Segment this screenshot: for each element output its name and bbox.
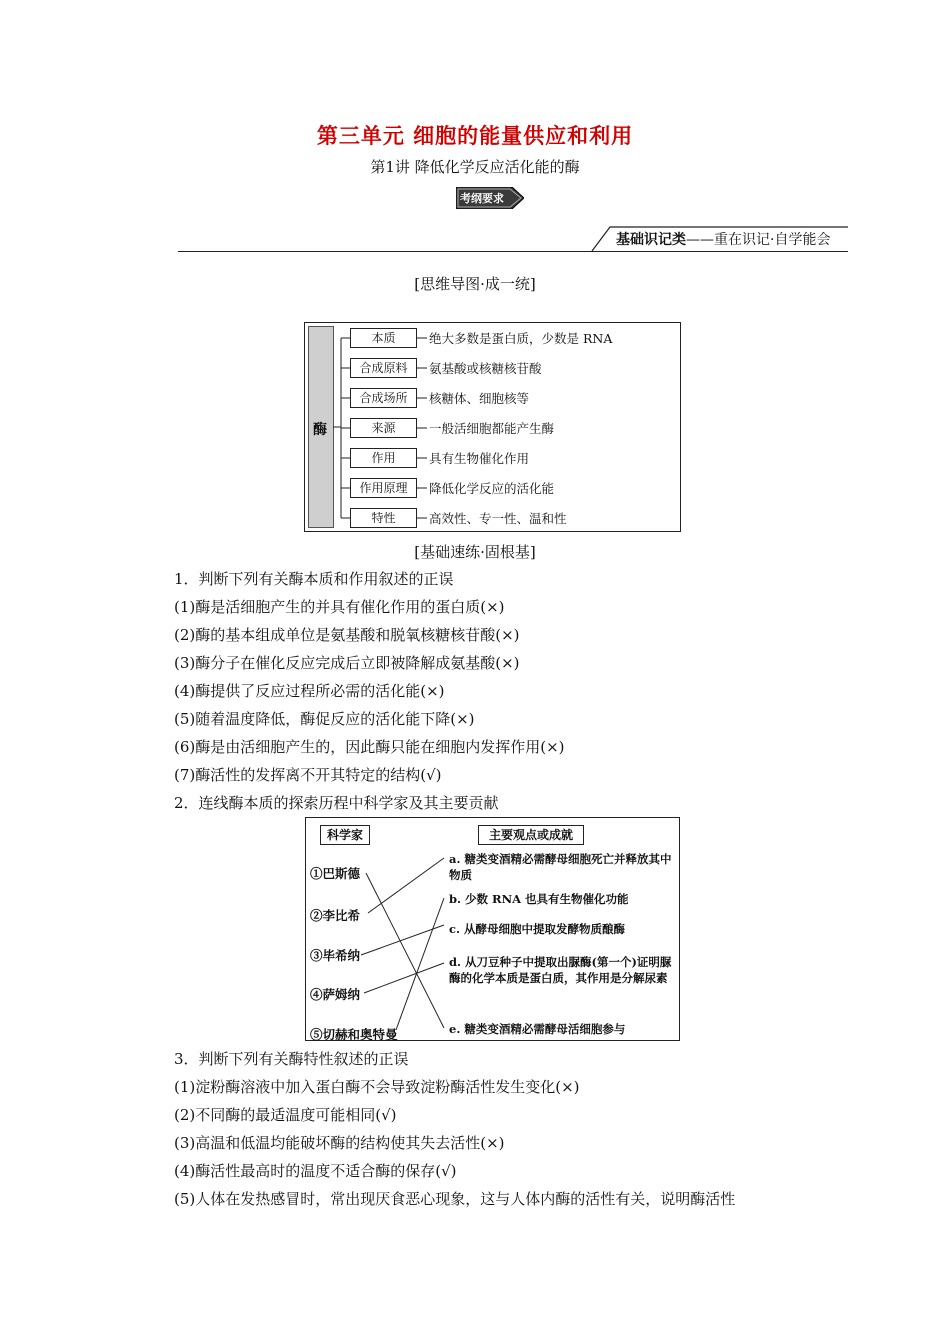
contribution-item: e. 糖类变酒精必需酵母活细胞参与: [449, 1022, 626, 1036]
mindmap-category: 特性: [350, 508, 417, 528]
mindmap-desc: 氨基酸或核糖核苷酸: [429, 361, 542, 376]
banner-rest-label: ——重在识记·自学能会: [686, 232, 831, 248]
mindmap-category: 本质: [350, 328, 417, 348]
scientist-item: ④萨姆纳: [310, 987, 361, 1002]
mindmap-desc: 具有生物催化作用: [429, 451, 530, 466]
scientist-item: ②李比希: [310, 908, 361, 923]
q1-item: (7)酶活性的发挥离不开其特定的结构(√): [174, 766, 442, 784]
badge-label: 考纲要求: [460, 192, 504, 205]
contribution-column-header: 主要观点或成就: [478, 825, 584, 845]
syllabus-badge: [456, 187, 524, 209]
q1-item: (6)酶是由活细胞产生的，因此酶只能在细胞内发挥作用(×): [174, 738, 565, 756]
contribution-item: a. 糖类变酒精必需酵母细胞死亡并释放其中物质: [449, 852, 672, 882]
contribution-item: b. 少数 RNA 也具有生物催化功能: [449, 892, 629, 906]
q1-item: (3)酶分子在催化反应完成后立即被降解成氨基酸(×): [174, 654, 520, 672]
contribution-item: c. 从酵母细胞中提取发酵物质酿酶: [449, 922, 626, 936]
practice-heading: [基础速练·固根基]: [414, 543, 536, 561]
question-1-title: 1．判断下列有关酶本质和作用叙述的正误: [174, 570, 454, 588]
unit-title: 第三单元 细胞的能量供应和利用: [316, 123, 634, 148]
q1-item: (4)酶提供了反应过程所必需的活化能(×): [174, 682, 445, 700]
mindmap-category: 来源: [350, 418, 417, 438]
contribution-item: d. 从刀豆种子中提取出脲酶(第一个)证明脲酶的化学本质是蛋白质，其作用是分解尿素: [449, 955, 672, 985]
q1-item: (2)酶的基本组成单位是氨基酸和脱氧核糖核苷酸(×): [174, 626, 520, 644]
q3-item: (3)高温和低温均能破坏酶的结构使其失去活性(×): [174, 1134, 505, 1152]
mindmap-desc: 一般活细胞都能产生酶: [429, 421, 555, 436]
mindmap-desc: 高效性、专一性、温和性: [429, 511, 567, 526]
mindmap-heading: [思维导图·成一统]: [414, 275, 536, 293]
q3-item: (2)不同酶的最适温度可能相同(√): [174, 1106, 397, 1124]
q3-item: (5)人体在发热感冒时，常出现厌食恶心现象，这与人体内酶的活性有关，说明酶活性: [174, 1190, 736, 1208]
enzyme-mindmap: [304, 322, 681, 532]
matching-lines: [306, 818, 679, 1040]
banner-bold-label: 基础识记类: [616, 232, 686, 248]
mindmap-category: 合成原料: [350, 358, 417, 378]
lecture-subtitle: 第1讲 降低化学反应活化能的酶: [370, 158, 580, 176]
q1-item: (5)随着温度降低，酶促反应的活化能下降(×): [174, 710, 475, 728]
matching-diagram: [305, 817, 680, 1041]
mindmap-desc: 绝大多数是蛋白质，少数是 RNA: [429, 331, 613, 346]
scientist-item: ③毕希纳: [310, 948, 361, 963]
question-2-title: 2．连线酶本质的探索历程中科学家及其主要贡献: [174, 794, 499, 812]
section-banner: [616, 229, 830, 249]
q3-item: (1)淀粉酶溶液中加入蛋白酶不会导致淀粉酶活性发生变化(×): [174, 1078, 580, 1096]
mindmap-category: 合成场所: [350, 388, 417, 408]
question-3-title: 3．判断下列有关酶特性叙述的正误: [174, 1050, 409, 1068]
scientist-column-header: 科学家: [320, 825, 370, 845]
scientist-item: ①巴斯德: [310, 866, 361, 881]
mindmap-desc: 核糖体、细胞核等: [429, 391, 530, 406]
q3-item: (4)酶活性最高时的温度不适合酶的保存(√): [174, 1162, 457, 1180]
q1-item: (1)酶是活细胞产生的并具有催化作用的蛋白质(×): [174, 598, 505, 616]
mindmap-root-label: 酶: [313, 422, 327, 438]
mindmap-category: 作用: [350, 448, 417, 468]
mindmap-desc: 降低化学反应的活化能: [429, 481, 555, 496]
scientist-item: ⑤切赫和奥特曼: [310, 1027, 398, 1042]
mindmap-category: 作用原理: [350, 478, 417, 498]
